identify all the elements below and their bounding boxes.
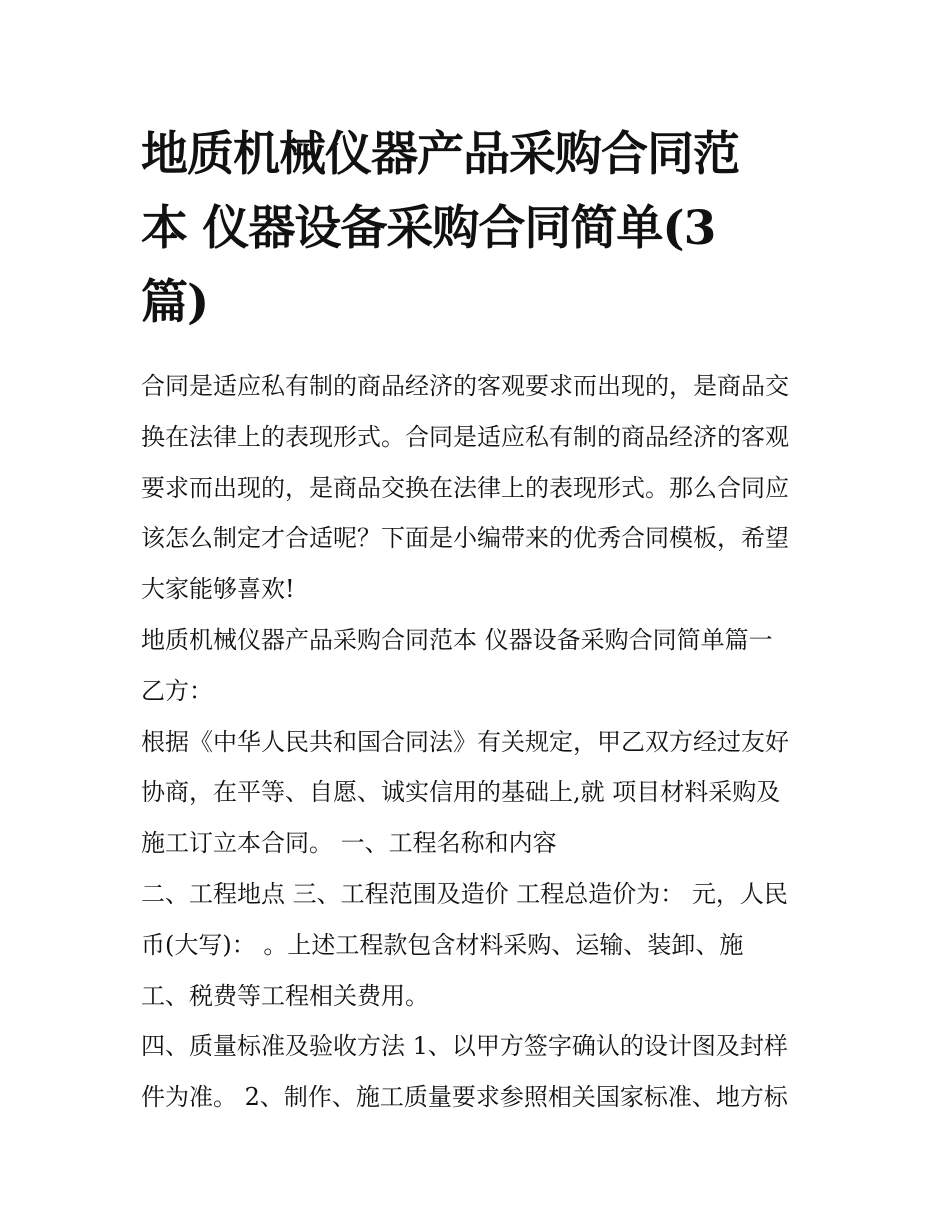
document-title	[141, 118, 813, 340]
body-line: 根据《中华人民共和国合同法》有关规定，甲乙双方经过友好	[141, 727, 789, 756]
body-line: 协商，在平等、自愿、诚实信用的基础上,就 项目材料采购及	[141, 778, 781, 807]
intro-line: 大家能够喜欢!	[141, 575, 295, 604]
intro-line: 合同是适应私有制的商品经济的客观要求而出现的，是商品交	[141, 372, 789, 400]
body-line: 件为准。 2、制作、施工质量要求参照相关国家标准、地方标	[141, 1083, 788, 1112]
body-line: 工、税费等工程相关费用。	[141, 981, 429, 1010]
section-heading: 地质机械仪器产品采购合同范本 仪器设备采购合同简单篇一	[141, 625, 773, 654]
document-page	[141, 118, 813, 1123]
body-line: 二、工程地点 三、工程范围及造价 工程总造价为： 元，人民	[141, 879, 788, 908]
title-line: 篇)	[141, 275, 209, 330]
body-line: 施工订立本合同。 一、工程名称和内容	[141, 829, 557, 858]
party-b-label: 乙方：	[141, 676, 213, 705]
intro-line: 该怎么制定才合适呢？下面是小编带来的优秀合同模板，希望	[141, 524, 789, 553]
intro-line: 换在法律上的表现形式。合同是适应私有制的商品经济的客观	[141, 422, 789, 451]
title-line: 本 仪器设备采购合同简单(3	[141, 201, 716, 256]
body-line: 币(大写)： 。上述工程款包含材料采购、运输、装卸、施	[141, 930, 744, 959]
title-line: 地质机械仪器产品采购合同范	[141, 127, 739, 182]
document-body	[141, 361, 813, 1123]
intro-line: 要求而出现的，是商品交换在法律上的表现形式。那么合同应	[141, 473, 789, 502]
body-line: 四、质量标准及验收方法 1、以甲方签字确认的设计图及封样	[141, 1032, 788, 1061]
